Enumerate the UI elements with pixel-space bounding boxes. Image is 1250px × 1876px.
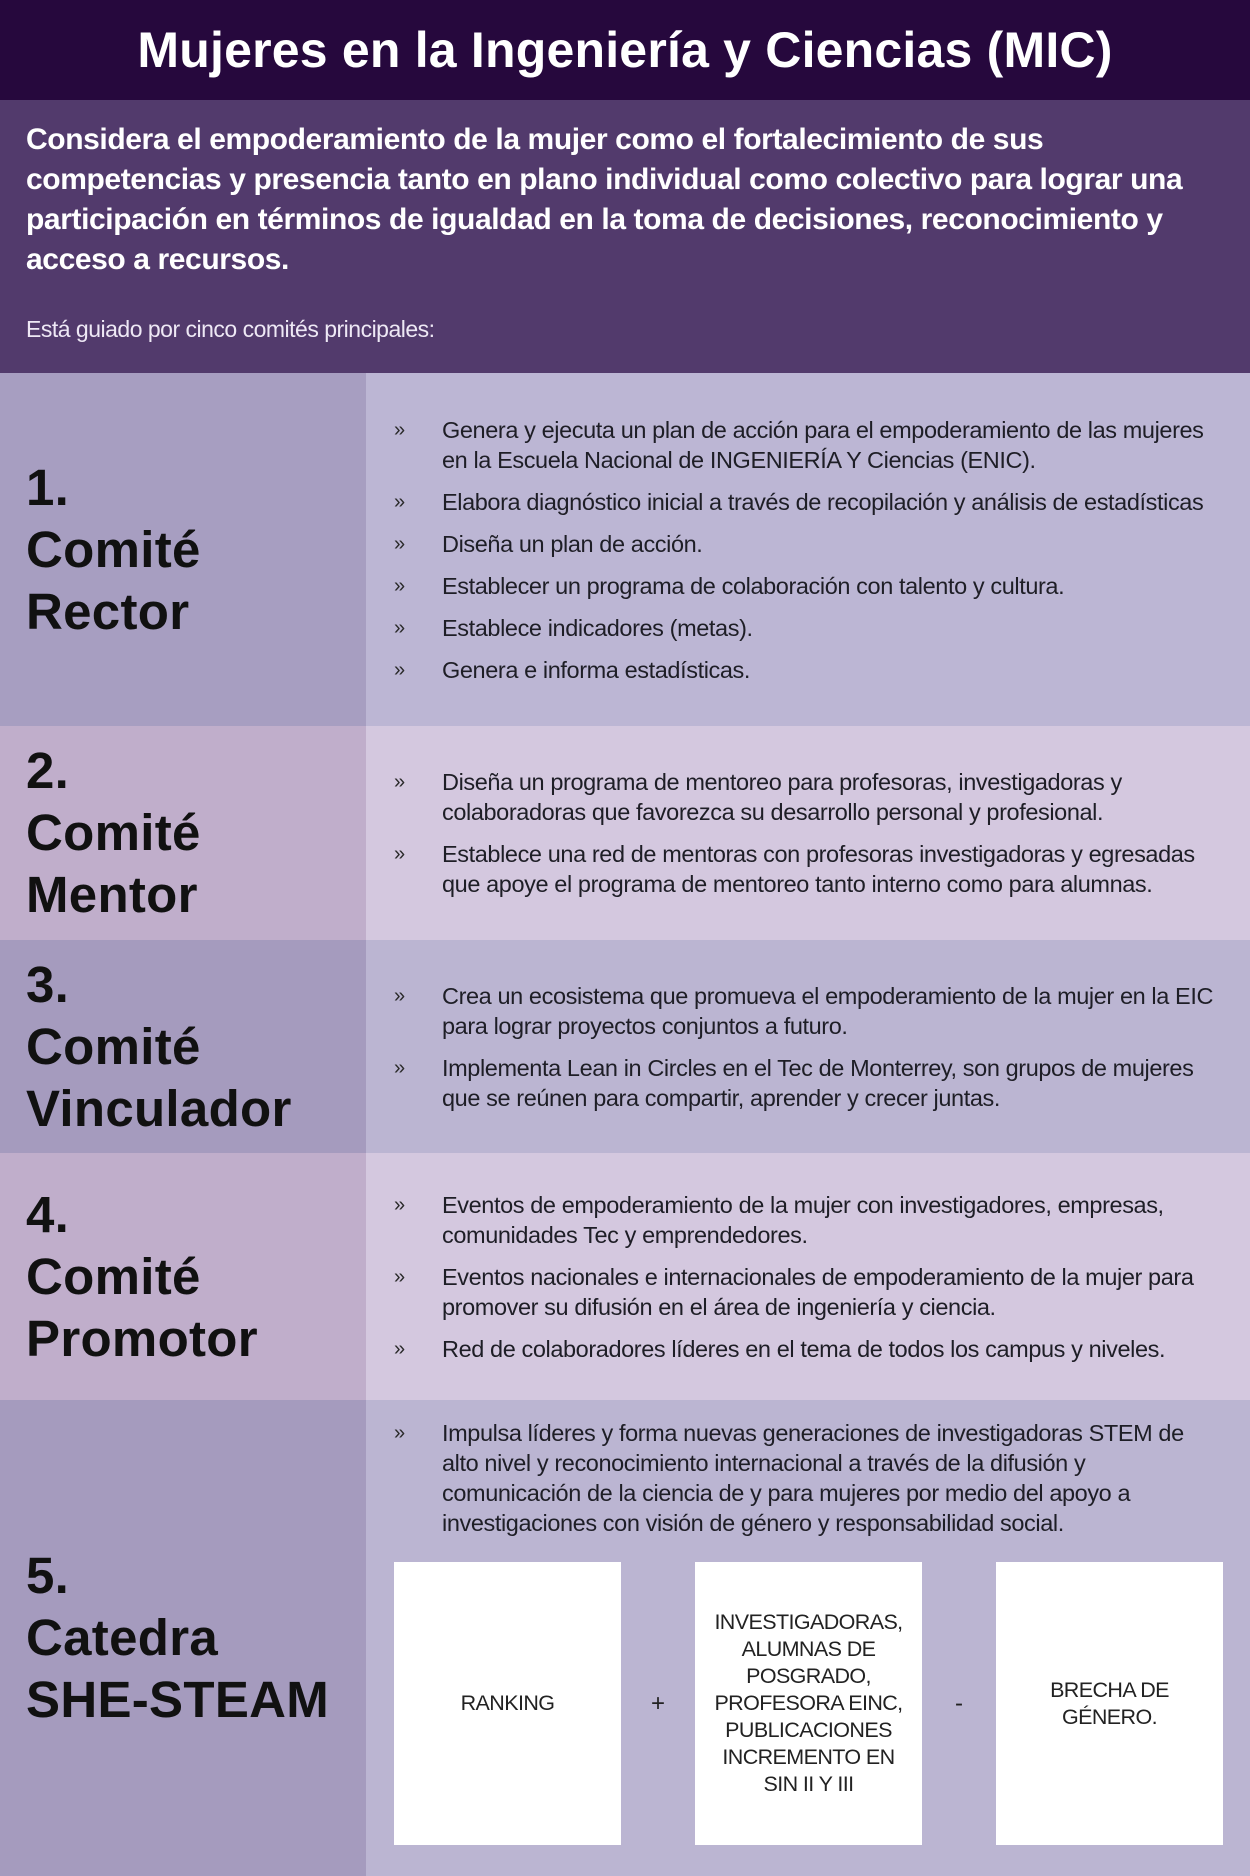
committee-row-rector xyxy=(0,373,1250,726)
list-item-text: Genera e informa estadísticas. xyxy=(442,656,751,683)
list-item xyxy=(394,613,1226,643)
committee-number: 1. xyxy=(26,458,70,516)
formula-box-brecha: BRECHA DE GÉNERO. xyxy=(996,1562,1223,1845)
list-item xyxy=(394,1334,1226,1364)
list-item xyxy=(394,1190,1226,1250)
list-item-text: Eventos nacionales e internacionales de empoderamiento de la mujer para promover su difusión en el área de ingeniería y ciencia. xyxy=(442,1263,1194,1320)
intro-section xyxy=(0,100,1250,373)
bullet-icon: » xyxy=(394,771,405,793)
committee-row-vinculador xyxy=(0,940,1250,1153)
committee-title-line2: Vinculador xyxy=(26,1079,292,1137)
formula-box-investigadoras: INVESTIGADORAS, ALUMNAS DE POSGRADO, PROFESORA EINC, PUBLICACIONES INCREMENTO EN SIN II Y III xyxy=(695,1562,922,1845)
list-item xyxy=(394,529,1226,559)
bullet-icon: » xyxy=(394,658,405,681)
list-item xyxy=(394,415,1226,475)
bullet-icon: » xyxy=(394,1337,405,1360)
list-item-text: Establecer un programa de colaboración con talento y cultura. xyxy=(442,572,1065,599)
list-item-text: Implementa Lean in Circles en el Tec de Monterrey, son grupos de mujeres que se reúnen para compartir, aprender y crecer juntas. xyxy=(442,1054,1194,1111)
committee-title-line2: Mentor xyxy=(26,866,198,923)
committee-content xyxy=(366,940,1250,1153)
title-bar xyxy=(0,0,1250,100)
committee-label xyxy=(0,373,366,726)
intro-subtitle: Está guiado por cinco comités principales: xyxy=(26,316,435,342)
committee-content xyxy=(366,373,1250,726)
bullet-icon: » xyxy=(394,1422,405,1444)
list-item-text: Diseña un programa de mentoreo para profesoras, investigadoras y colaboradoras que favorezca su desarrollo personal y profesional. xyxy=(442,769,1122,825)
list-item xyxy=(394,655,1226,685)
committee-row-mentor xyxy=(0,726,1250,940)
list-item xyxy=(394,981,1226,1041)
bullet-icon: » xyxy=(394,490,405,513)
committee-label xyxy=(0,1400,366,1876)
committee-item-list xyxy=(394,767,1226,899)
bullet-icon: » xyxy=(394,1265,405,1288)
list-item-text: Crea un ecosistema que promueva el empoderamiento de la mujer en la EIC para lograr proyectos conjuntos a futuro. xyxy=(442,982,1214,1039)
committee-content xyxy=(366,726,1250,940)
minus-operator: - xyxy=(955,1689,963,1717)
intro-lead-text: Considera el empoderamiento de la mujer como el fortalecimiento de sus competencias y presencia tanto en plano individual como colectivo para lograr una participación en términos de igualdad en la toma de decisiones, reconocimiento y acceso a recursos. xyxy=(26,123,1183,276)
committee-content xyxy=(366,1153,1250,1400)
committee-item-list xyxy=(394,1190,1226,1364)
committee-label xyxy=(0,940,366,1153)
committee-label xyxy=(0,1153,366,1400)
committee-item-list xyxy=(394,415,1226,685)
committee-title-line1: Comité xyxy=(26,1247,201,1305)
bullet-icon: » xyxy=(394,843,405,865)
list-item xyxy=(394,487,1226,517)
committee-row-she-steam xyxy=(0,1400,1250,1876)
list-item xyxy=(394,839,1226,899)
list-item xyxy=(394,1418,1226,1538)
bullet-icon: » xyxy=(394,616,405,639)
list-item xyxy=(394,767,1226,827)
formula-box-ranking: RANKING xyxy=(394,1562,621,1845)
committee-number: 3. xyxy=(26,955,70,1013)
committee-title-line2: Rector xyxy=(26,582,190,640)
committee-title-line1: Catedra xyxy=(26,1609,219,1666)
list-item-text: Establece indicadores (metas). xyxy=(442,614,753,641)
list-item-text: Diseña un plan de acción. xyxy=(442,530,703,557)
committee-number: 5. xyxy=(26,1547,70,1604)
committee-number: 4. xyxy=(26,1185,70,1243)
bullet-icon: » xyxy=(394,1193,405,1216)
page-title: Mujeres en la Ingeniería y Ciencias (MIC) xyxy=(137,22,1113,78)
committee-title-line1: Comité xyxy=(26,1017,201,1075)
committee-title-line1: Comité xyxy=(26,520,201,578)
committee-content xyxy=(366,1400,1250,1876)
list-item-text: Elabora diagnóstico inicial a través de recopilación y análisis de estadísticas xyxy=(442,488,1204,515)
list-item-text: Impulsa líderes y forma nuevas generaciones de investigadoras STEM de alto nivel y reconocimiento internacional a través de la difusión y comunicación de la ciencia de y para mujeres por medio del apoyo a investigaciones con visión de género y responsabilidad social. xyxy=(442,1420,1184,1536)
bullet-icon: » xyxy=(394,1056,405,1079)
bullet-icon: » xyxy=(394,532,405,555)
formula-diagram xyxy=(394,1562,1226,1845)
committee-title-line2: SHE-STEAM xyxy=(26,1671,330,1728)
list-item-text: Genera y ejecuta un plan de acción para el empoderamiento de las mujeres en la Escuela Nacional de INGENIERÍA Y Ciencias (ENIC). xyxy=(442,416,1204,473)
list-item-text: Establece una red de mentoras con profesoras investigadoras y egresadas que apoye el programa de mentoreo tanto interno como para alumnas. xyxy=(442,841,1195,897)
committee-row-promotor xyxy=(0,1153,1250,1400)
committee-number: 2. xyxy=(26,742,70,799)
committee-label xyxy=(0,726,366,940)
bullet-icon: » xyxy=(394,574,405,597)
committee-title-line1: Comité xyxy=(26,804,201,861)
bullet-icon: » xyxy=(394,418,405,441)
committee-item-list xyxy=(394,1418,1226,1538)
list-item xyxy=(394,1262,1226,1322)
list-item-text: Red de colaboradores líderes en el tema de todos los campus y niveles. xyxy=(442,1335,1166,1362)
plus-operator: + xyxy=(650,1689,665,1717)
list-item-text: Eventos de empoderamiento de la mujer con investigadores, empresas, comunidades Tec y emprendedores. xyxy=(442,1191,1164,1248)
committee-title-line2: Promotor xyxy=(26,1309,258,1367)
list-item xyxy=(394,1053,1226,1113)
committee-item-list xyxy=(394,981,1226,1113)
bullet-icon: » xyxy=(394,984,405,1007)
list-item xyxy=(394,571,1226,601)
